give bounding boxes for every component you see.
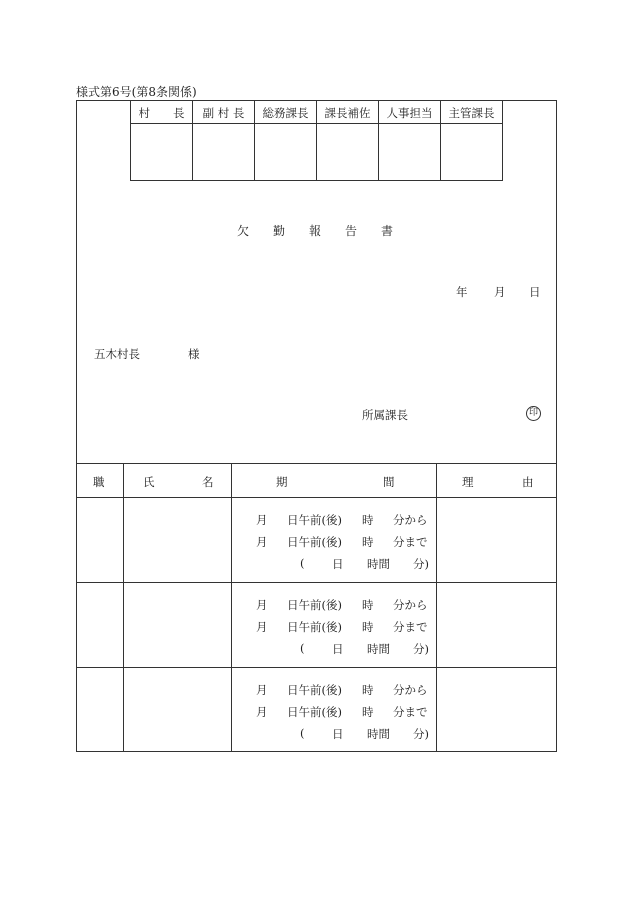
approval-header-supervising-chief: 主管課長 — [448, 106, 495, 120]
to-hour: 時 — [362, 705, 374, 719]
to-month: 月 — [256, 535, 268, 549]
total-minutes: 分) — [413, 557, 429, 571]
department-head-label: 所属課長 — [362, 408, 408, 422]
to-minute: 分まで — [393, 620, 428, 634]
total-days: 日 — [332, 557, 344, 571]
form-number: 様式第6号(第8条関係) — [76, 85, 197, 99]
document-title: 欠 勤 報 告 書 — [236, 224, 393, 238]
to-day-ampm: 日午前(後) — [287, 535, 342, 549]
total-hours: 時間 — [367, 727, 390, 741]
header-period-second-char: 間 — [383, 475, 395, 489]
total-days: 日 — [332, 642, 344, 656]
to-month: 月 — [256, 705, 268, 719]
from-hour: 時 — [362, 513, 374, 527]
total-minutes: 分) — [413, 642, 429, 656]
from-month: 月 — [256, 683, 268, 697]
from-minute: 分から — [393, 513, 428, 527]
header-period-first-char: 期 — [276, 475, 288, 489]
addressee: 五木村長 — [94, 347, 140, 361]
date-year: 年 — [456, 285, 468, 299]
approval-header-personnel: 人事担当 — [386, 106, 433, 120]
total-days: 日 — [332, 727, 344, 741]
from-hour: 時 — [362, 598, 374, 612]
from-month: 月 — [256, 598, 268, 612]
total-hours: 時間 — [367, 642, 390, 656]
from-minute: 分から — [393, 683, 428, 697]
to-month: 月 — [256, 620, 268, 634]
total-open-paren: ( — [300, 726, 305, 740]
to-hour: 時 — [362, 620, 374, 634]
from-minute: 分から — [393, 598, 428, 612]
from-month: 月 — [256, 513, 268, 527]
total-open-paren: ( — [300, 556, 305, 570]
header-reason-first-char: 理 — [462, 475, 474, 489]
approval-header-assistant-chief: 課長補佐 — [324, 106, 371, 120]
header-name-second-char: 名 — [202, 475, 214, 489]
seal-mark: 印 — [526, 406, 541, 421]
approval-header-deputy-mayor: 副 村 長 — [202, 106, 245, 120]
to-minute: 分まで — [393, 535, 428, 549]
total-open-paren: ( — [300, 641, 305, 655]
to-hour: 時 — [362, 535, 374, 549]
to-minute: 分まで — [393, 705, 428, 719]
from-day-ampm: 日午前(後) — [287, 598, 342, 612]
to-day-ampm: 日午前(後) — [287, 620, 342, 634]
from-hour: 時 — [362, 683, 374, 697]
date-month: 月 — [494, 285, 506, 299]
date-day: 日 — [529, 285, 541, 299]
from-day-ampm: 日午前(後) — [287, 513, 342, 527]
approval-header-general-affairs-chief: 総務課長 — [262, 106, 309, 120]
header-name-first-char: 氏 — [143, 475, 155, 489]
to-day-ampm: 日午前(後) — [287, 705, 342, 719]
total-minutes: 分) — [413, 727, 429, 741]
header-reason-second-char: 由 — [522, 475, 534, 489]
approval-header-mayor: 村 長 — [138, 106, 185, 120]
total-hours: 時間 — [367, 557, 390, 571]
header-position: 職 — [93, 475, 105, 489]
from-day-ampm: 日午前(後) — [287, 683, 342, 697]
honorific: 様 — [188, 347, 200, 361]
